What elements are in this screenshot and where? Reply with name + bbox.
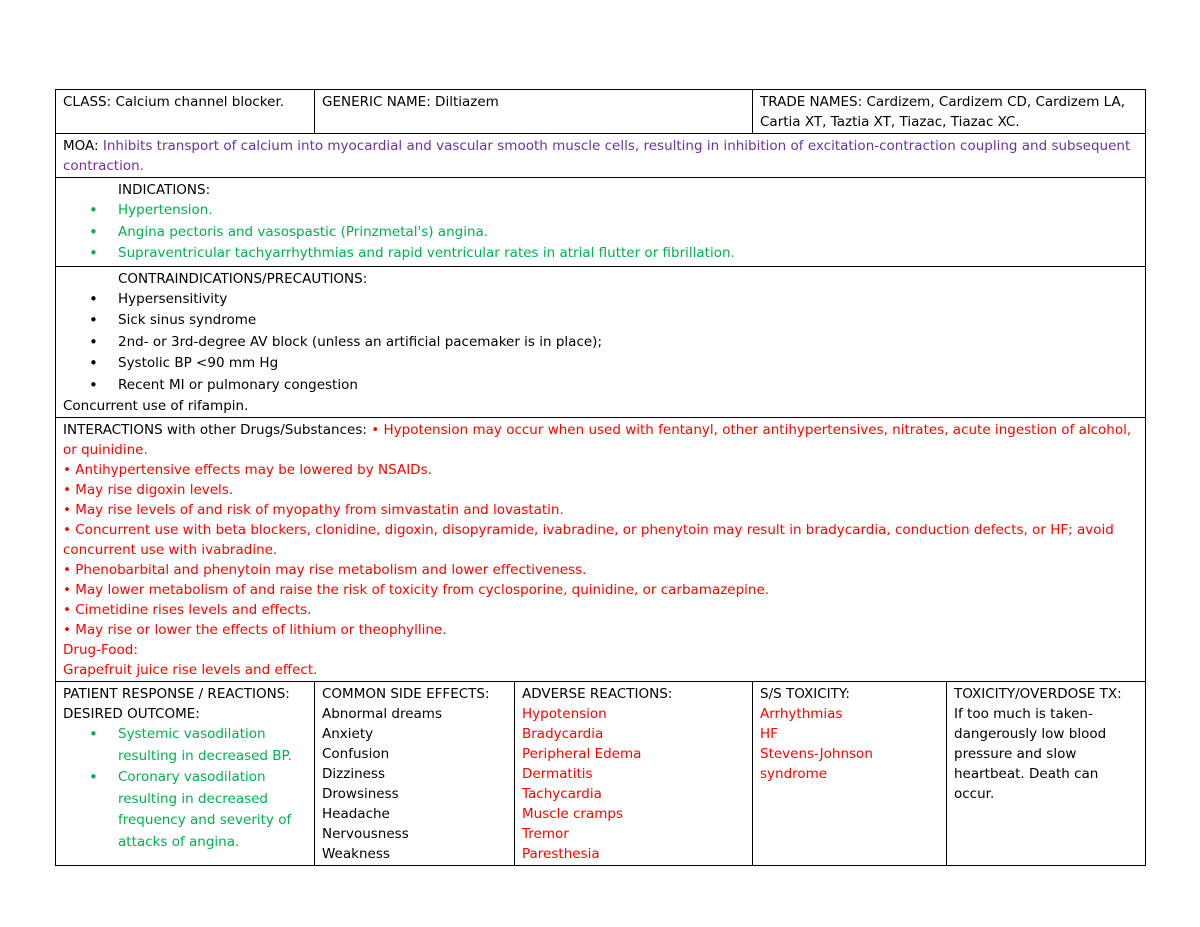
toxicity-sign-item: Arrhythmias: [760, 706, 843, 722]
adverse-reaction-item: Tremor: [522, 826, 569, 842]
overdose-tx-text: If too much is taken- dangerously low blood pressure and slow heartbeat. Death can occur.: [954, 706, 1107, 802]
side-effects-title: COMMON SIDE EFFECTS:: [322, 686, 490, 702]
contraindication-item: • 2nd- or 3rd-degree AV block (unless an artificial pacemaker is in place);: [63, 332, 1138, 354]
side-effect-item: Drowsiness: [322, 786, 399, 802]
desired-outcome-item: • Coronary vasodilation resulting in decreased frequency and severity of attacks of angina.: [63, 767, 307, 853]
drug-food-label: Drug-Food:: [63, 642, 138, 658]
patient-response-title: PATIENT RESPONSE / REACTIONS:: [63, 686, 290, 702]
side-effect-item: Dizziness: [322, 766, 385, 782]
side-effect-item: Weakness: [322, 846, 390, 862]
interactions-row: [56, 418, 1146, 682]
interaction-item: • Concurrent use with beta blockers, clonidine, digoxin, disopyramide, ivabradine, or phenytoin may result in bradycardia, conduction defects, or HF; avoid concurrent use with ivabradine.: [63, 522, 1114, 558]
adverse-reaction-item: Hypotension: [522, 706, 607, 722]
generic-text: GENERIC NAME: Diltiazem: [322, 94, 499, 110]
adverse-reaction-item: Tachycardia: [522, 786, 602, 802]
interaction-item: • Antihypertensive effects may be lowered by NSAIDs.: [63, 462, 432, 478]
generic-cell: [315, 90, 753, 134]
interaction-item: • May rise digoxin levels.: [63, 482, 234, 498]
side-effect-item: Nervousness: [322, 826, 409, 842]
contraindication-item: • Recent MI or pulmonary congestion: [63, 375, 1138, 397]
class-cell: [56, 90, 315, 134]
contraindication-item: • Sick sinus syndrome: [63, 310, 1138, 332]
drug-card: [55, 89, 1145, 866]
side-effect-item: Abnormal dreams: [322, 706, 442, 722]
toxicity-sign-item: Stevens-Johnson syndrome: [760, 746, 873, 782]
overdose-tx-cell: [947, 682, 1146, 866]
side-effects-cell: [315, 682, 515, 866]
toxicity-signs-title: S/S TOXICITY:: [760, 686, 850, 702]
side-effect-item: Headache: [322, 806, 390, 822]
indications-cell: [56, 178, 1146, 267]
desired-outcome-title: DESIRED OUTCOME:: [63, 706, 200, 722]
drug-food-text: Grapefruit juice rise levels and effect.: [63, 662, 318, 678]
moa-cell: [56, 134, 1146, 178]
adverse-reaction-item: Bradycardia: [522, 726, 604, 742]
contraindication-item: • Systolic BP <90 mm Hg: [63, 353, 1138, 375]
interaction-item: • May rise levels of and risk of myopathy from simvastatin and lovastatin.: [63, 502, 564, 518]
trade-cell: [753, 90, 1146, 134]
drug-card-table: [55, 89, 1146, 866]
interactions-label: INTERACTIONS with other Drugs/Substances:: [63, 422, 372, 438]
indication-item: • Hypertension.: [63, 200, 1138, 222]
adverse-reaction-item: Peripheral Edema: [522, 746, 642, 762]
interaction-item: • Hypotension may occur when used with fentanyl, other antihypertensives, nitrates, acute ingestion of alcohol, or quinidine.: [63, 422, 1132, 458]
interaction-item: • Cimetidine rises levels and effects.: [63, 602, 312, 618]
indication-item: • Supraventricular tachyarrhythmias and rapid ventricular rates in atrial flutter or fibrillation.: [63, 243, 1138, 265]
indication-item: • Angina pectoris and vasospastic (Prinzmetal's) angina.: [63, 222, 1138, 244]
contraindication-item: • Hypersensitivity: [63, 289, 1138, 311]
trade-text: TRADE NAMES: Cardizem, Cardizem CD, Cardizem LA, Cartia XT, Taztia XT, Tiazac, Tiazac XC.: [760, 94, 1126, 130]
adverse-reactions-cell: [515, 682, 753, 866]
side-effect-item: Confusion: [322, 746, 390, 762]
interaction-item: • Phenobarbital and phenytoin may rise metabolism and lower effectiveness.: [63, 562, 587, 578]
indications-list: [63, 200, 1138, 265]
class-text: CLASS: Calcium channel blocker.: [63, 94, 285, 110]
indications-row: [56, 178, 1146, 267]
adverse-reaction-item: Paresthesia: [522, 846, 600, 862]
interaction-item: • May rise or lower the effects of lithium or theophylline.: [63, 622, 447, 638]
contraindications-footer: Concurrent use of rifampin.: [63, 398, 249, 414]
contraindications-row: [56, 266, 1146, 418]
interactions-cell: [56, 418, 1146, 682]
reactions-row: [56, 682, 1146, 866]
side-effect-item: Anxiety: [322, 726, 374, 742]
moa-row: [56, 134, 1146, 178]
adverse-reaction-item: Dermatitis: [522, 766, 593, 782]
interaction-item: • May lower metabolism of and raise the risk of toxicity from cyclosporine, quinidine, or carbamazepine.: [63, 582, 770, 598]
interactions-first-line: [63, 420, 1138, 460]
header-row: [56, 90, 1146, 134]
desired-outcome-item: • Systemic vasodilation resulting in decreased BP.: [63, 724, 307, 767]
overdose-tx-title: TOXICITY/OVERDOSE TX:: [954, 686, 1122, 702]
toxicity-signs-cell: [753, 682, 947, 866]
moa-label: MOA:: [63, 138, 99, 154]
moa-text: Inhibits transport of calcium into myocardial and vascular smooth muscle cells, resulting in inhibition of excitation-contraction coupling and subsequent contraction.: [63, 138, 1131, 174]
adverse-reaction-item: Muscle cramps: [522, 806, 624, 822]
desired-outcome-list: [63, 724, 307, 853]
patient-response-cell: [56, 682, 315, 866]
contraindications-cell: [56, 266, 1146, 418]
contraindications-title: CONTRAINDICATIONS/PRECAUTIONS:: [118, 270, 368, 287]
toxicity-sign-item: HF: [760, 726, 778, 742]
indications-title: INDICATIONS:: [118, 182, 211, 198]
adverse-reactions-title: ADVERSE REACTIONS:: [522, 686, 673, 702]
contraindications-list: [63, 289, 1138, 397]
